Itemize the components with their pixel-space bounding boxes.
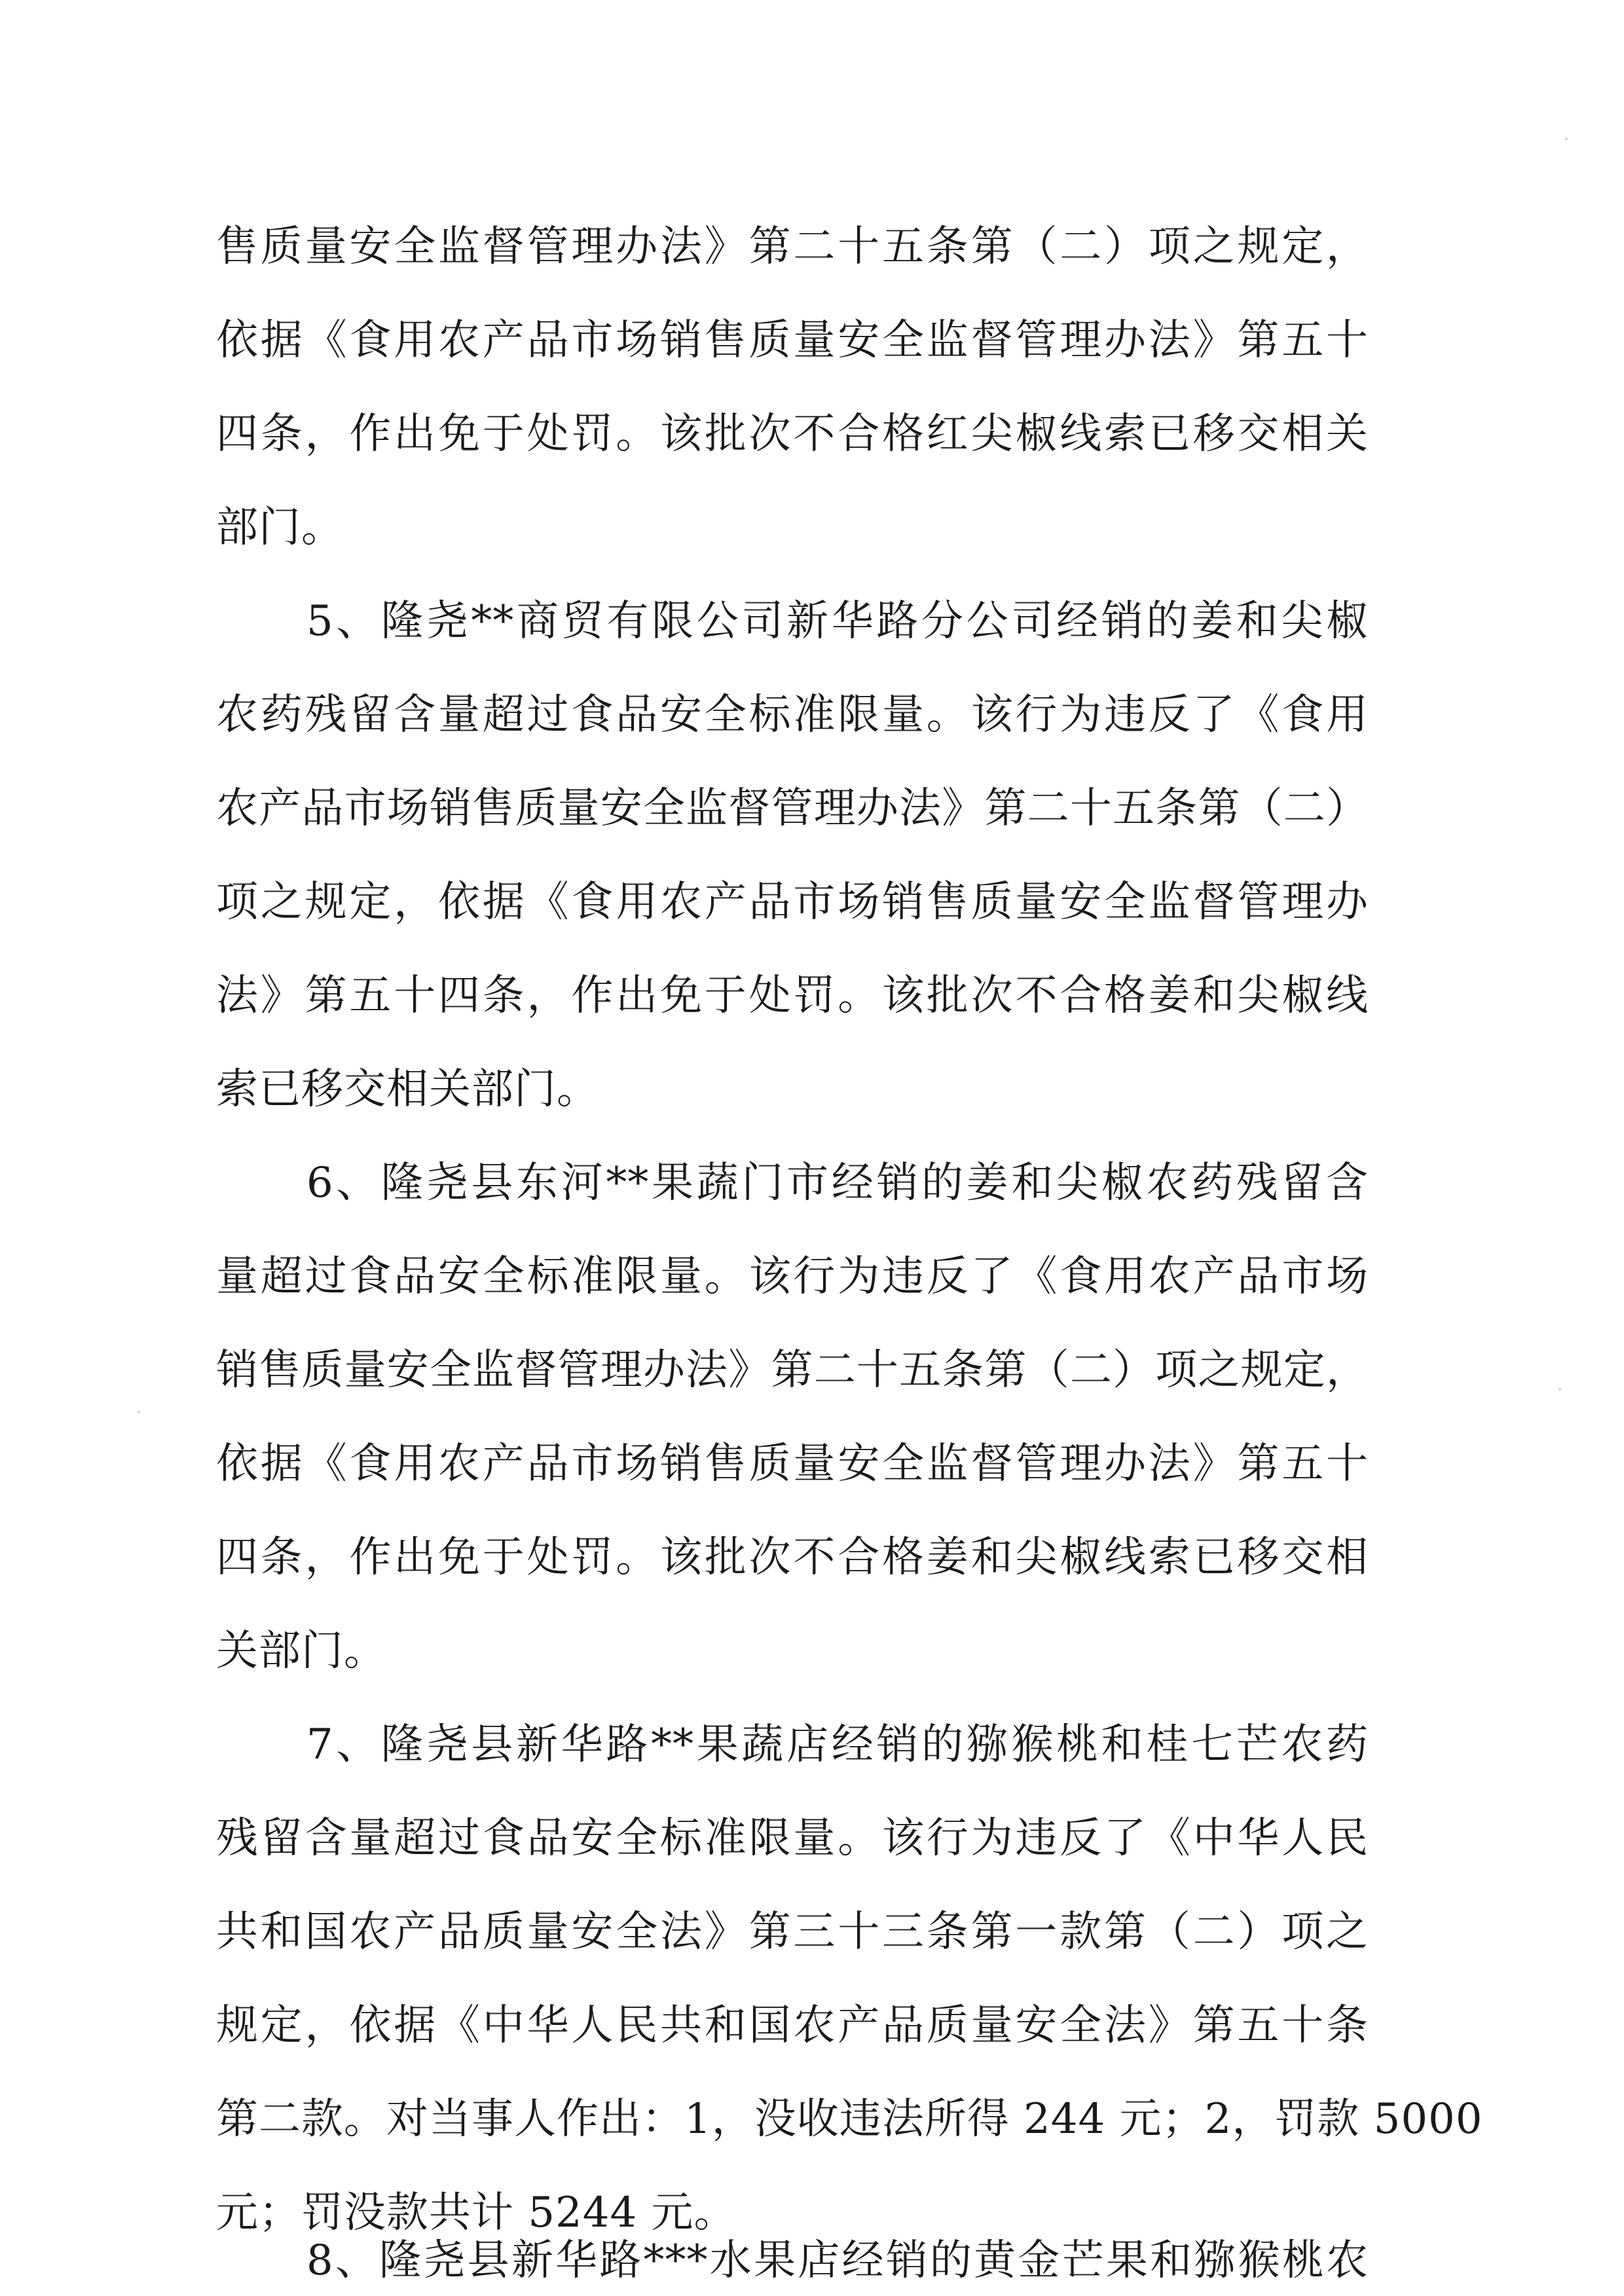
- text-line: 元；罚没款共计 5244 元。: [216, 2189, 737, 2237]
- text-line: 共和国农产品质量安全法》第三十三条第一款第（二）项之: [216, 1908, 1369, 1956]
- text-line: 法》第五十四条，作出免于处罚。该批次不合格姜和尖椒线: [216, 972, 1369, 1020]
- text-line: 关部门。: [216, 1627, 386, 1675]
- scan-speck: [138, 1411, 140, 1413]
- text-line: 四条，作出免于处罚。该批次不合格姜和尖椒线索已移交相: [216, 1533, 1369, 1582]
- text-line: 农产品市场销售质量安全监督管理办法》第二十五条第（二）: [216, 784, 1369, 833]
- text-line: 销售质量安全监督管理办法》第二十五条第（二）项之规定，: [216, 1346, 1369, 1394]
- text-line: 部门。: [216, 503, 344, 552]
- text-line: 依据《食用农产品市场销售质量安全监督管理办法》第五十: [216, 316, 1369, 365]
- text-line: 售质量安全监督管理办法》第二十五条第（二）项之规定，: [216, 223, 1369, 271]
- scan-speck: [1565, 137, 1568, 140]
- text-line: 残留含量超过食品安全标准限量。该行为违反了《中华人民: [216, 1814, 1369, 1863]
- text-line: 第二款。对当事人作出：1，没收违法所得 244 元；2，罚款 5000: [216, 2095, 1483, 2143]
- paragraph-7-first-line: 7、隆尧县新华路**果蔬店经销的猕猴桃和桂七芒农药: [306, 1721, 1369, 1769]
- paragraph-8-first-line: 8、隆尧县新华路***水果店经销的黄金芒果和猕猴桃农: [306, 2236, 1369, 2285]
- text-line: 依据《食用农产品市场销售质量安全监督管理办法》第五十: [216, 1440, 1369, 1488]
- text-line: 农药残留含量超过食品安全标准限量。该行为违反了《食用: [216, 691, 1369, 739]
- text-line: 项之规定，依据《食用农产品市场销售质量安全监督管理办: [216, 878, 1369, 926]
- text-line: 规定，依据《中华人民共和国农产品质量安全法》第五十条: [216, 2001, 1369, 2050]
- text-line: 量超过食品安全标准限量。该行为违反了《食用农产品市场: [216, 1252, 1369, 1301]
- paragraph-5-first-line: 5、隆尧**商贸有限公司新华路分公司经销的姜和尖椒: [306, 597, 1369, 646]
- text-line: 四条，作出免于处罚。该批次不合格红尖椒线索已移交相关: [216, 410, 1369, 458]
- paragraph-6-first-line: 6、隆尧县东河**果蔬门市经销的姜和尖椒农药残留含: [306, 1159, 1369, 1207]
- text-line: 索已移交相关部门。: [216, 1065, 599, 1114]
- scan-speck: [1559, 1388, 1561, 1391]
